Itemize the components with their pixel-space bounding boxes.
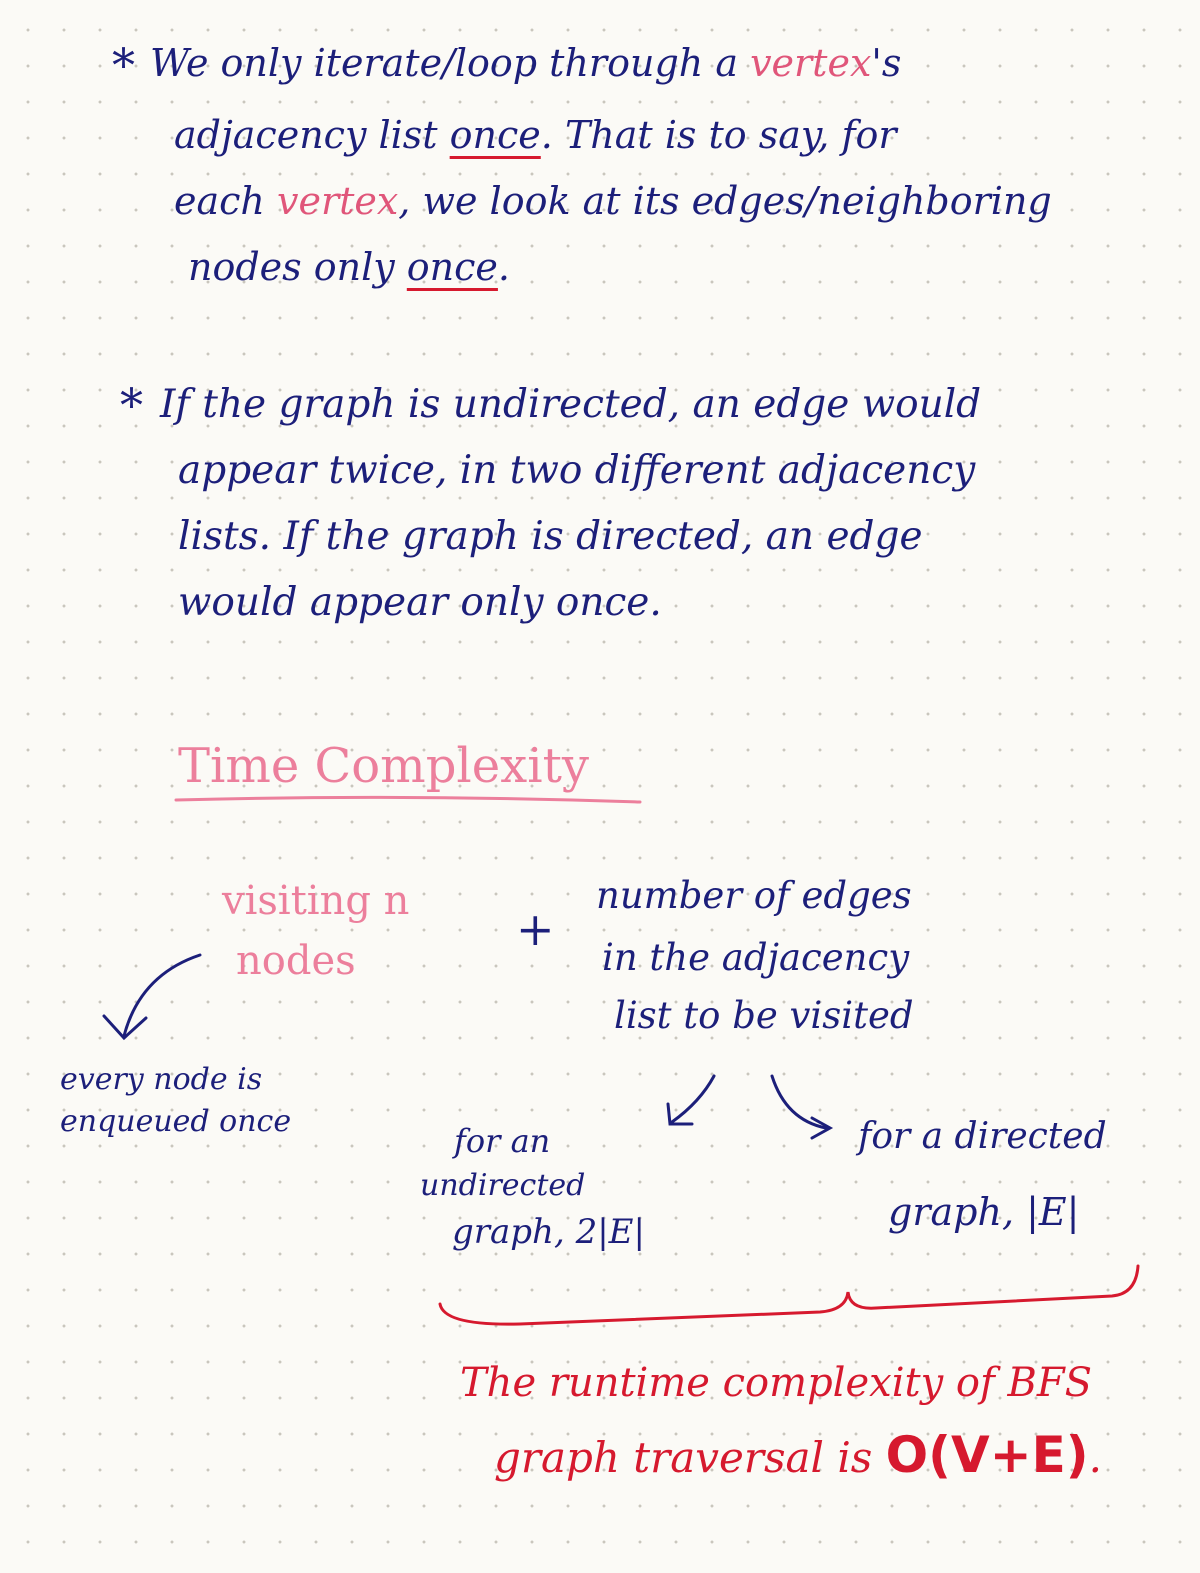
bullet-asterisk-2: * <box>120 378 143 432</box>
para2-line4: would appear only once. <box>178 580 662 625</box>
arrow-to-note <box>124 955 200 1036</box>
undirected-line3: graph, 2|E| <box>452 1212 645 1252</box>
para2-line1: If the graph is undirected, an edge would <box>160 382 982 427</box>
conclusion-line2-text: graph traversal is <box>494 1433 886 1482</box>
para1-line2-suffix: . That is to say, for <box>540 113 897 157</box>
vertex-word: vertex <box>750 41 872 85</box>
once-emphasis: once <box>449 113 541 157</box>
para2-line3: lists. If the graph is directed, an edge <box>178 514 923 559</box>
heading-time-complexity: Time Complexity <box>178 738 589 794</box>
edges-line2: in the adjacency <box>602 936 910 979</box>
note-every-node-line1: every node is <box>60 1062 263 1097</box>
curly-brace <box>440 1266 1138 1324</box>
para2-line2: appear twice, in two different adjacency <box>178 448 976 493</box>
once-emphasis-2: once <box>406 245 498 289</box>
heading-underline <box>176 797 640 802</box>
note-every-node-line2: enqueued once <box>60 1104 292 1139</box>
para1-line4-text: nodes only <box>188 245 407 289</box>
undirected-line2: undirected <box>420 1168 586 1203</box>
undirected-line1: for an <box>454 1122 551 1160</box>
big-o-notation: O(V+E) <box>885 1426 1089 1484</box>
visiting-n-nodes-line1: visiting n <box>222 878 410 924</box>
directed-line2: graph, |E| <box>888 1190 1080 1234</box>
bullet-asterisk-1: * <box>112 38 135 92</box>
vertex-word-2: vertex <box>276 179 399 223</box>
para1-line1-suffix: 's <box>871 41 902 85</box>
para1-line1-text: We only iterate/loop through a <box>150 41 751 85</box>
para1-line3-suffix: , we look at its edges/neighboring <box>398 179 1052 223</box>
plus-sign: + <box>516 902 555 956</box>
para1-line2-text: adjacency list <box>174 113 450 157</box>
edges-line1: number of edges <box>596 874 912 917</box>
directed-line1: for a directed <box>858 1116 1107 1157</box>
arrow-to-undirected <box>672 1076 714 1122</box>
conclusion-line1: The runtime complexity of BFS <box>460 1360 1093 1406</box>
para1-line3-text: each <box>174 179 277 223</box>
conclusion-period: . <box>1088 1433 1102 1482</box>
para1-line4-suffix: . <box>497 245 511 289</box>
edges-line3: list to be visited <box>614 994 914 1037</box>
visiting-n-nodes-line2: nodes <box>236 938 356 984</box>
